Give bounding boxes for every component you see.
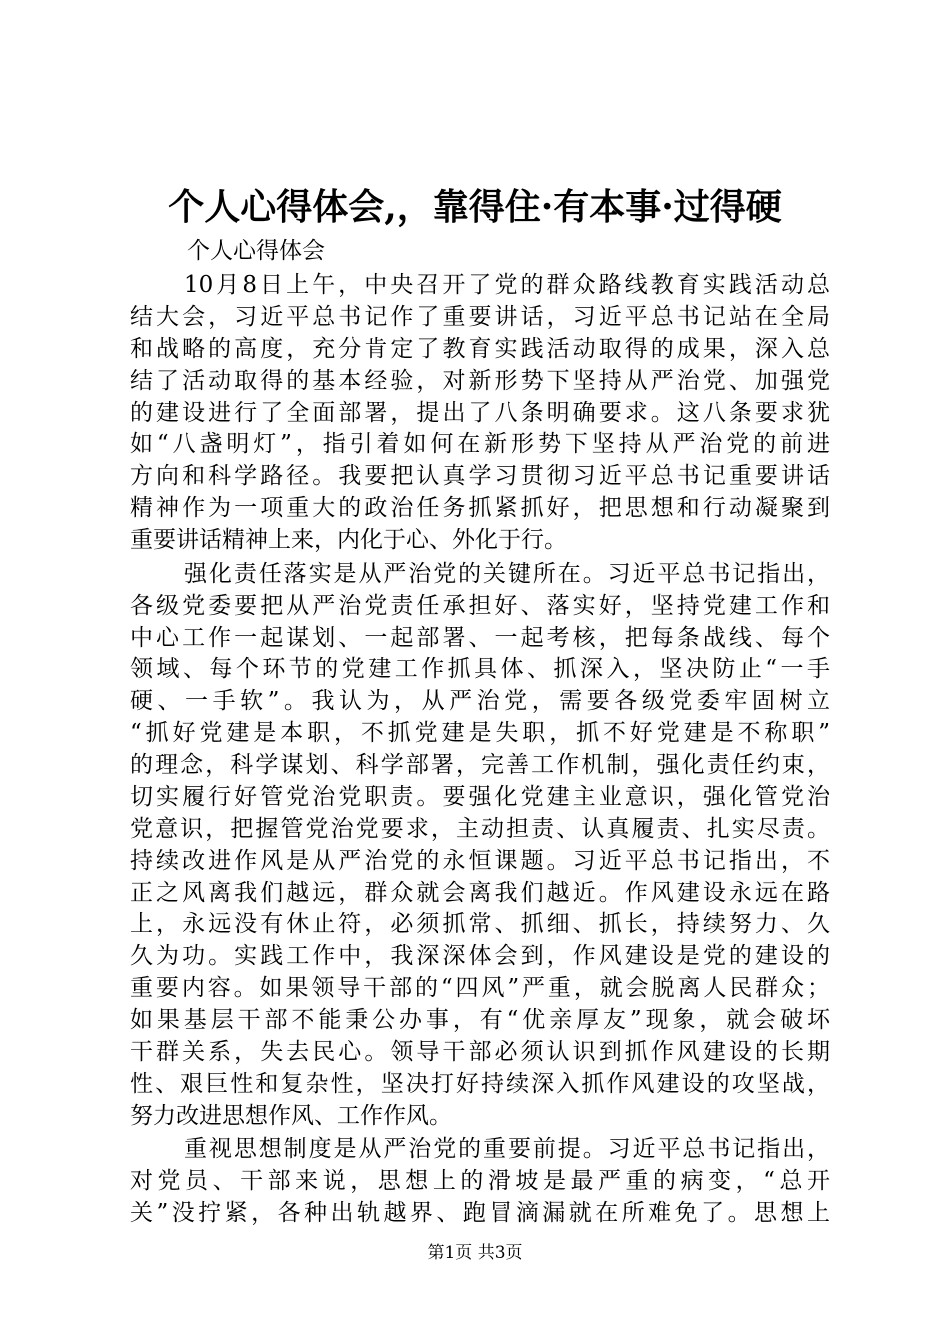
paragraph-line: 各级党委要把从严治党责任承担好、落实好，坚持党建工作和 — [130, 592, 830, 619]
paragraph-line: 如“八盏明灯”，指引着如何在新形势下坚持从严治党的前进 — [130, 431, 830, 458]
document-subheading: 个人心得体会 — [187, 238, 325, 264]
paragraph-line: 持续改进作风是从严治党的永恒课题。习近平总书记指出，不 — [130, 847, 830, 874]
page-number-footer: 第1页 共3页 — [427, 1243, 523, 1263]
paragraph-line: 和战略的高度，充分肯定了教育实践活动取得的成果，深入总 — [130, 335, 830, 362]
paragraph-line: 切实履行好管党治党职责。要强化党建主业意识，强化管党治 — [130, 783, 830, 810]
paragraph-line: 精神作为一项重大的政治任务抓紧抓好，把思想和行动凝聚到 — [130, 495, 830, 522]
paragraph-line: 正之风离我们越远，群众就会离我们越近。作风建设永远在路 — [130, 879, 830, 906]
paragraph-line: 重要讲话精神上来，内化于心、外化于行。 — [130, 527, 567, 553]
paragraph-line: 对党员、干部来说，思想上的滑坡是最严重的病变，“总开 — [130, 1168, 830, 1195]
paragraph-line: 10月8日上午，中央召开了党的群众路线教育实践活动总 — [184, 272, 830, 298]
paragraph-line: 结了活动取得的基本经验，对新形势下坚持从严治党、加强党 — [130, 367, 830, 394]
paragraph-line: 重要内容。如果领导干部的“四风”严重，就会脱离人民群众； — [130, 975, 830, 1002]
paragraph-line: 硬、一手软”。我认为，从严治党，需要各级党委牢固树立 — [130, 688, 830, 715]
paragraph-line: 党意识，把握管党治党要求，主动担责、认真履责、扎实尽责。 — [130, 815, 830, 842]
paragraph-line: 上，永远没有休止符，必须抓常、抓细、抓长，持续努力、久 — [130, 911, 830, 938]
paragraph-line: 强化责任落实是从严治党的关键所在。习近平总书记指出， — [184, 560, 830, 587]
paragraph-line: 中心工作一起谋划、一起部署、一起考核，把每条战线、每个 — [130, 624, 830, 651]
paragraph-line: 干群关系，失去民心。领导干部必须认识到抓作风建设的长期 — [130, 1038, 830, 1065]
paragraph-line: 的建设进行了全面部署，提出了八条明确要求。这八条要求犹 — [130, 399, 830, 426]
paragraph-line: 的理念，科学谋划、科学部署，完善工作机制，强化责任约束， — [130, 752, 830, 778]
paragraph-line: 结大会，习近平总书记作了重要讲话，习近平总书记站在全局 — [130, 303, 830, 330]
paragraph-line: “抓好党建是本职，不抓党建是失职，抓不好党建是不称职” — [130, 720, 830, 747]
paragraph-line: 久为功。实践工作中，我深深体会到，作风建设是党的建设的 — [130, 943, 830, 970]
paragraph-line: 努力改进思想作风、工作作风。 — [130, 1102, 452, 1129]
paragraph-line: 性、艰巨性和复杂性，坚决打好持续深入抓作风建设的攻坚战， — [130, 1070, 830, 1097]
paragraph-line: 如果基层干部不能秉公办事，有“优亲厚友”现象，就会破坏 — [130, 1007, 830, 1033]
paragraph-line: 关”没拧紧，各种出轨越界、跑冒滴漏就在所难免了。思想上 — [130, 1200, 830, 1227]
document-title: 个人心得体会,，靠得住·有本事·过得硬 — [168, 186, 782, 228]
paragraph-line: 领域、每个环节的党建工作抓具体、抓深入，坚决防止“一手 — [130, 656, 830, 683]
paragraph-line: 方向和科学路径。我要把认真学习贯彻习近平总书记重要讲话 — [130, 463, 830, 490]
paragraph-line: 重视思想制度是从严治党的重要前提。习近平总书记指出， — [184, 1136, 830, 1163]
